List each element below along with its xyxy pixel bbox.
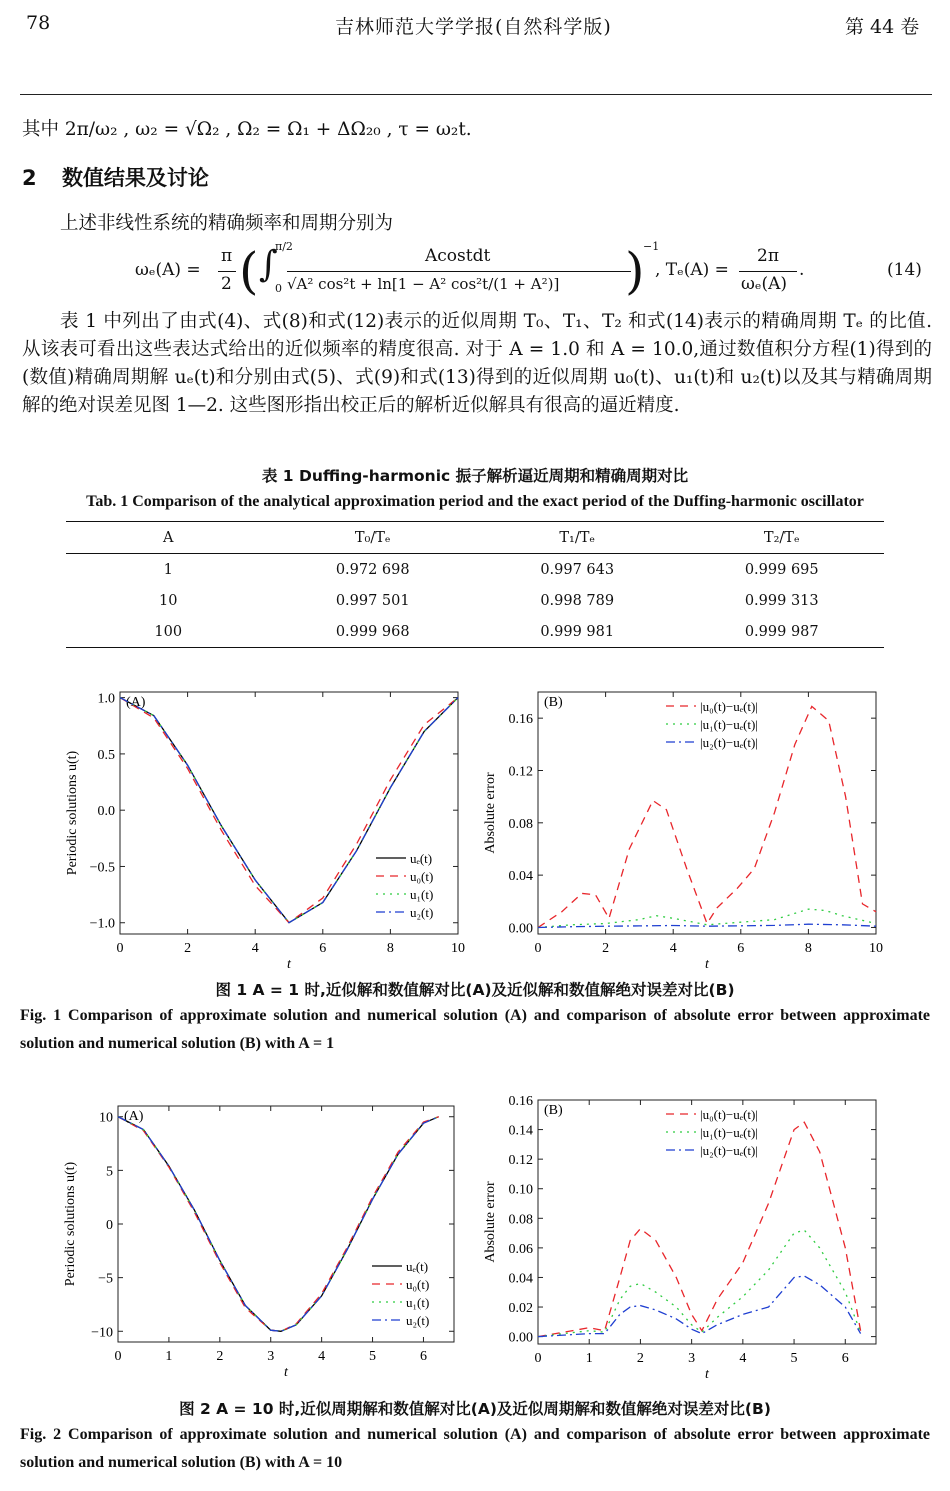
fig1-caption-cn: 图 1 A = 1 时,近似解和数值解对比(A)及近似解和数值解绝对误差对比(B)	[215, 981, 735, 999]
legend-label: u₁(t)	[406, 1295, 430, 1310]
fig2-caption-en: Fig. 2 Comparison of approximate solution and numerical solution (A) and comparison of absolute error between approximate solution and numerical solution (B) with A = 10	[20, 1426, 930, 1471]
eq-tag: (14)	[887, 260, 922, 280]
fig1-panel-b	[480, 682, 890, 972]
x-tick-label: 1	[585, 1351, 593, 1366]
series-line-ue	[120, 698, 458, 923]
intro-text: 上述非线性系统的精确频率和周期分别为	[60, 213, 394, 234]
series-line-u1	[118, 1117, 439, 1332]
table-row	[66, 616, 884, 648]
fig2-panel-a	[60, 1092, 470, 1388]
table-cell: 0.997 643	[540, 561, 615, 578]
journal-title: 吉林师范大学学报(自然科学版)	[335, 16, 612, 38]
y-tick-label: 10	[99, 1110, 113, 1126]
x-tick-label: 10	[869, 941, 883, 956]
series-line-u0	[118, 1117, 439, 1332]
eq-upper: π/2	[275, 240, 293, 253]
fig2-panel-b	[480, 1092, 890, 1388]
y-tick-label: 0.00	[508, 921, 533, 937]
y-tick-label: −5	[98, 1271, 113, 1287]
table-cell: 0.999 313	[744, 592, 819, 609]
y-tick-label: 0.00	[508, 1330, 533, 1346]
y-tick-label: 0.16	[508, 712, 533, 728]
eq-two: 2	[221, 274, 232, 294]
section-heading	[22, 162, 209, 192]
panel-label: (A)	[126, 695, 146, 710]
legend-label: |u₂(t)−uₑ(t)|	[700, 735, 758, 750]
x-tick-label: 5	[369, 1349, 377, 1364]
eq-num2: 2π	[757, 246, 779, 266]
x-tick-label: 4	[739, 1351, 747, 1366]
panel-label: (B)	[544, 695, 563, 710]
table-cell: 100	[154, 623, 183, 640]
table-header: T₂/Tₑ	[763, 529, 800, 546]
y-axis-label: Periodic solutions u(t)	[63, 1161, 78, 1287]
y-tick-label: −1.0	[89, 916, 115, 932]
x-tick-label: 6	[737, 941, 745, 956]
x-tick-label: 4	[251, 941, 259, 956]
eq-integral: ∫	[259, 244, 278, 285]
x-tick-label: 1	[165, 1349, 173, 1364]
legend-label: u₁(t)	[410, 887, 434, 902]
x-tick-label: 2	[184, 941, 192, 956]
x-tick-label: 4	[669, 941, 677, 956]
x-tick-label: 3	[688, 1351, 696, 1366]
fig1-panel-a	[60, 682, 470, 972]
x-tick-label: 8	[386, 941, 394, 956]
legend-label: uₑ(t)	[406, 1259, 429, 1274]
equation-14	[135, 240, 935, 300]
table-cell: 1	[163, 561, 173, 578]
equation-line: 其中 2π/ω₂ , ω₂ = √Ω₂ , Ω₂ = Ω₁ + ΔΩ₂₀ , τ = ω₂t.	[22, 119, 472, 140]
eq-integrand-bar	[287, 271, 631, 272]
y-tick-label: 0.10	[508, 1182, 533, 1198]
legend-label: u₀(t)	[406, 1277, 430, 1292]
eq-numerator: Acostdt	[425, 246, 491, 266]
legend-label: |u₀(t)−uₑ(t)|	[700, 699, 758, 714]
ratio-table	[66, 521, 884, 648]
x-axis-label: t	[287, 957, 291, 972]
legend-label: u₂(t)	[410, 905, 434, 920]
x-tick-label: 2	[636, 1351, 644, 1366]
plot-frame	[118, 1106, 454, 1342]
x-tick-label: 0	[116, 941, 124, 956]
eq-power: −1	[643, 240, 660, 253]
table-cell: 0.998 789	[540, 592, 615, 609]
y-tick-label: −0.5	[89, 860, 115, 876]
y-tick-label: −10	[91, 1325, 113, 1341]
y-tick-label: 0	[106, 1218, 113, 1233]
eq-mid: , Tₑ(A) =	[655, 260, 729, 280]
series-line-u2	[538, 1276, 861, 1337]
legend-label: |u₁(t)−uₑ(t)|	[700, 717, 758, 732]
table-cell: 10	[159, 592, 178, 609]
panel-label: (A)	[124, 1109, 144, 1124]
y-axis-label: Absolute error	[483, 772, 498, 854]
x-tick-label: 0	[534, 941, 542, 956]
eq-end: .	[799, 260, 805, 280]
y-tick-label: 1.0	[97, 691, 115, 707]
x-axis-label: t	[705, 957, 709, 972]
table-row	[66, 585, 884, 616]
table-caption-en: Tab. 1 Comparison of the analytical approximation period and the exact period of the Duffing-harmonic oscillator	[86, 493, 864, 510]
y-tick-label: 0.12	[508, 764, 533, 780]
y-tick-label: 0.06	[508, 1241, 533, 1257]
y-tick-label: 0.0	[97, 804, 115, 820]
body-paragraph: 表 1 中列出了由式(4)、式(8)和式(12)表示的近似周期 T₀、T₁、T₂ 和式(14)表示的精确周期 Tₑ 的比值. 从该表可看出这些表达式给出的近似频率的精度很高. 对于 A = 1.0 和 A = 10.0,通过数值积分方程(1)得到的(数值)精确周期解 uₑ(t)和分别由式(5)、式(9)和式(13)得到的近似周期 u₀(t)、u₁(t)和 u₂(t)以及其与精确周期解的绝对误差见图 1—2. 这些图形指出校正后的解析近似解具有很高的逼近精度.	[22, 311, 932, 416]
legend-label: u₀(t)	[410, 869, 434, 884]
x-tick-label: 5	[790, 1351, 798, 1366]
eq-pi: π	[221, 246, 233, 266]
y-tick-label: 0.08	[508, 1212, 533, 1228]
legend-label: |u₂(t)−uₑ(t)|	[700, 1143, 758, 1158]
series-line-ue	[118, 1117, 439, 1332]
table-cell: 0.972 698	[335, 561, 410, 578]
legend-label: u₂(t)	[406, 1313, 430, 1328]
eq-denominator: √A² cos²t + ln[1 − A² cos²t/(1 + A²)]	[287, 275, 560, 293]
series-line-u2	[120, 698, 458, 923]
table-header: T₀/Tₑ	[354, 529, 391, 546]
y-tick-label: 0.16	[508, 1094, 533, 1109]
y-tick-label: 0.08	[508, 816, 533, 832]
table-caption-cn: 表 1 Duffing-harmonic 振子解析逼近周期和精确周期对比	[261, 467, 689, 485]
y-tick-label: 0.14	[508, 1123, 533, 1139]
fig1-caption-en: Fig. 1 Comparison of approximate solution and numerical solution (A) and comparison of absolute error between approximate solution and numerical solution (B) with A = 1	[20, 1007, 930, 1052]
y-tick-label: 0.5	[97, 747, 115, 763]
legend-label: |u₁(t)−uₑ(t)|	[700, 1125, 758, 1140]
x-tick-label: 2	[602, 941, 610, 956]
y-tick-label: 0.02	[508, 1301, 533, 1317]
legend-label: uₑ(t)	[410, 851, 433, 866]
x-tick-label: 3	[267, 1349, 275, 1364]
x-axis-label: t	[284, 1365, 288, 1380]
x-tick-label: 2	[216, 1349, 224, 1364]
table-cell: 0.999 968	[335, 623, 410, 640]
eq-rparen: )	[625, 242, 645, 300]
eq-lower: 0	[275, 282, 282, 295]
legend-label: |u₀(t)−uₑ(t)|	[700, 1107, 758, 1122]
table-header-row	[66, 522, 884, 554]
table-row	[66, 554, 884, 586]
table-header: A	[162, 529, 174, 546]
page-number: 78	[26, 12, 51, 34]
section-number: 2	[22, 166, 37, 190]
x-tick-label: 10	[451, 941, 465, 956]
x-tick-label: 6	[319, 941, 327, 956]
series-line-u0	[120, 698, 458, 923]
eq-fracbar2	[739, 271, 797, 272]
x-tick-label: 0	[114, 1349, 122, 1364]
plot-frame	[120, 692, 458, 934]
eq-fracbar	[218, 271, 236, 272]
table-cell: 0.999 987	[744, 623, 819, 640]
x-axis-label: t	[705, 1367, 709, 1382]
y-tick-label: 0.12	[508, 1153, 533, 1169]
table-cell: 0.999 695	[744, 561, 819, 578]
table-cell: 0.999 981	[540, 623, 615, 640]
x-tick-label: 8	[804, 941, 812, 956]
y-axis-label: Periodic solutions u(t)	[65, 750, 80, 876]
table-cell: 0.997 501	[335, 592, 410, 609]
volume-label: 第 44 卷	[845, 16, 920, 38]
y-tick-label: 0.04	[508, 869, 533, 885]
table-header: T₁/Tₑ	[559, 529, 596, 546]
y-axis-label: Absolute error	[483, 1181, 498, 1263]
panel-label: (B)	[544, 1103, 563, 1118]
eq-lparen: (	[239, 242, 259, 300]
eq-lhs: ωₑ(A) =	[135, 260, 201, 280]
y-tick-label: 0.04	[508, 1271, 533, 1287]
series-line-u1	[120, 698, 458, 923]
x-tick-label: 6	[419, 1349, 427, 1364]
header-rule	[20, 94, 932, 95]
x-tick-label: 6	[841, 1351, 849, 1366]
series-line-u1	[538, 1230, 861, 1337]
y-tick-label: 5	[106, 1164, 113, 1180]
section-title: 数值结果及讨论	[61, 166, 209, 190]
fig2-caption-cn: 图 2 A = 10 时,近似周期解和数值解对比(A)及近似周期解和数值解绝对误差对比(B)	[179, 1400, 771, 1418]
x-tick-label: 0	[534, 1351, 542, 1366]
eq-den2: ωₑ(A)	[741, 274, 787, 294]
x-tick-label: 4	[318, 1349, 326, 1364]
series-line-u2	[118, 1117, 439, 1332]
